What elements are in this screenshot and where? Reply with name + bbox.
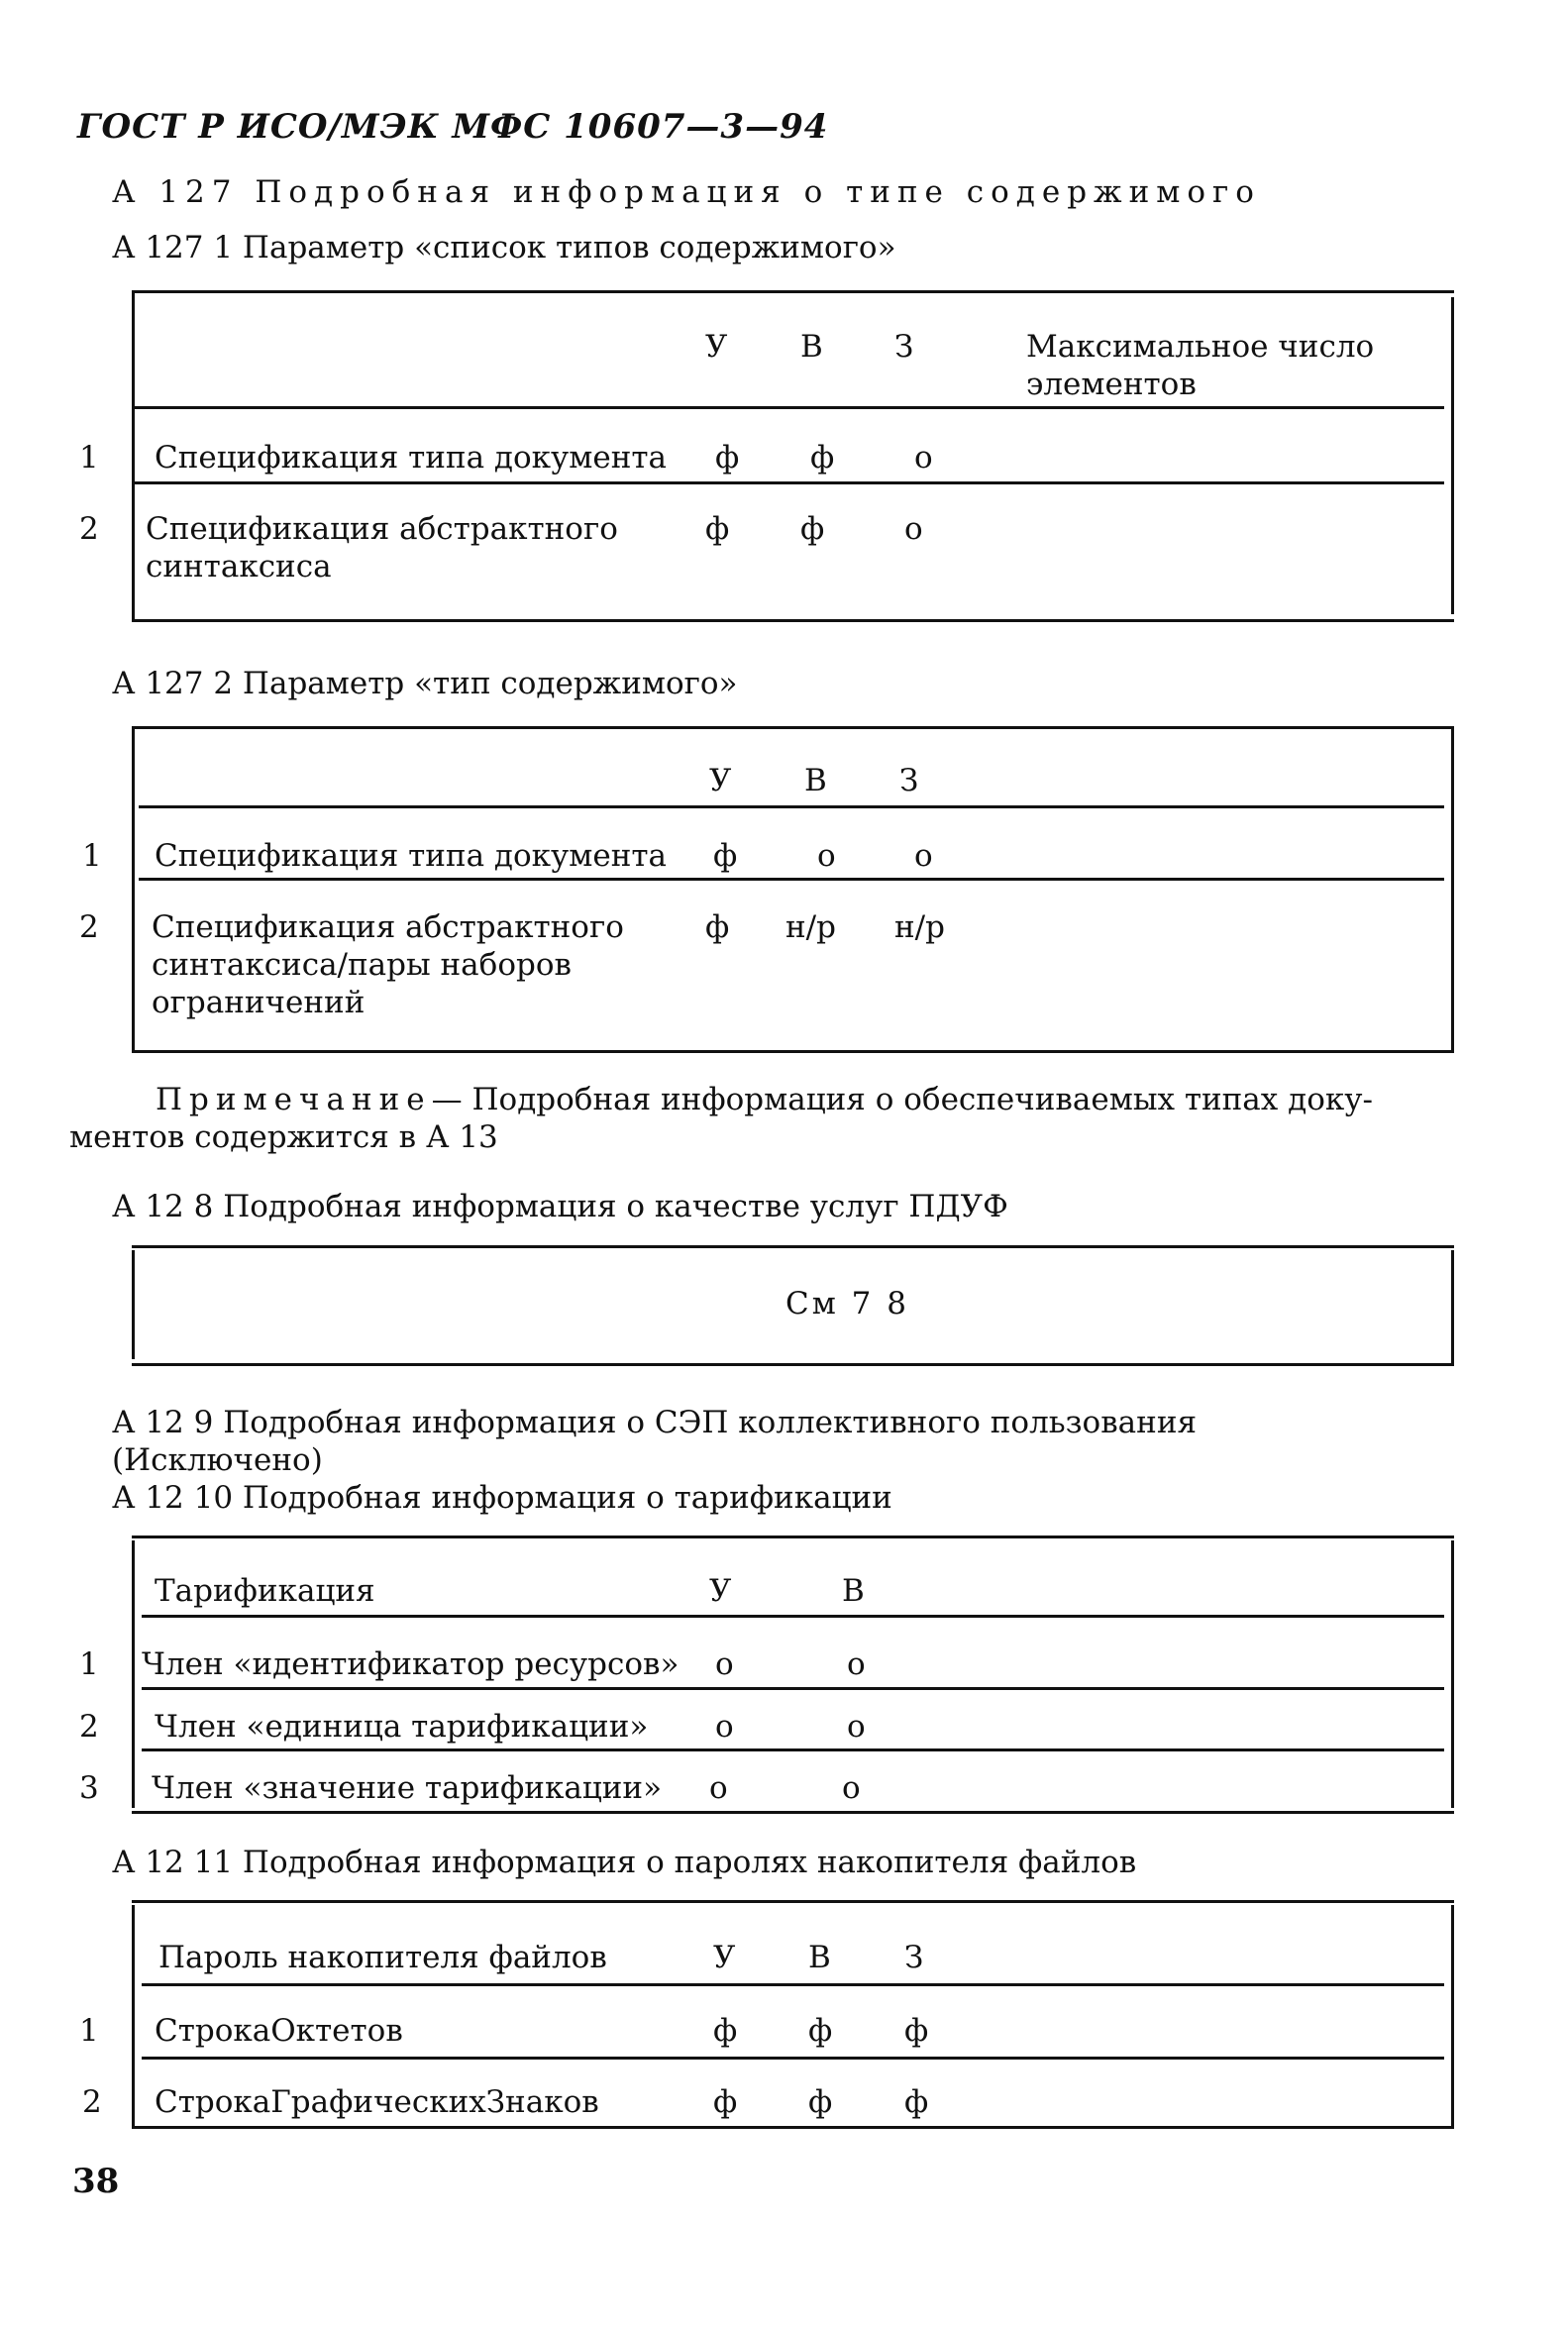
column-header-max-elements-line2: элементов [1026, 367, 1197, 402]
table-cell-v: ф [800, 511, 825, 547]
table-cell-v: н/р [785, 909, 836, 945]
table-row-label-line2: синтаксиса [146, 549, 332, 584]
table-row-rule [142, 2057, 1444, 2060]
column-header-z: З [904, 1940, 924, 1975]
table-bottom-border [132, 2126, 1454, 2129]
table-row-label: Член «значение тарификации» [152, 1770, 663, 1806]
table-header-rule [142, 1615, 1444, 1618]
table-cell-z: о [914, 440, 933, 476]
table-cell-u: о [715, 1709, 734, 1745]
section-title-a1210: А 12 10 Подробная информация о тарификации [112, 1480, 892, 1516]
table-cell-v: ф [810, 440, 835, 476]
note-text: — Подробная информация о обеспечиваемых типах доку- [431, 1082, 1373, 1117]
column-header-u: У [709, 1573, 732, 1609]
subsection-title-a1271: А 127 1 Параметр «список типов содержимого» [112, 230, 896, 265]
table-cell-u: ф [713, 2013, 738, 2049]
table-row-rule [142, 1748, 1444, 1751]
excluded-note: (Исключено) [112, 1442, 323, 1478]
table-bottom-border [132, 619, 1454, 622]
column-header-u: У [713, 1940, 736, 1975]
table-left-border [132, 290, 135, 622]
table-header-rule [142, 1983, 1444, 1986]
table-cell-z: ф [904, 2084, 929, 2120]
column-header-v: В [808, 1940, 831, 1975]
table-top-border [132, 1536, 1454, 1538]
row-number: 2 [82, 2084, 102, 2120]
table-cell-v: ф [808, 2084, 833, 2120]
table-cell-u: ф [713, 838, 738, 874]
table-right-border [1451, 1540, 1454, 1808]
row-number: 2 [79, 1709, 99, 1745]
column-header-u: У [709, 763, 732, 798]
table-cell-z: ф [904, 2013, 929, 2049]
row-number: 1 [79, 440, 99, 476]
see-reference-text: См 7 8 [785, 1286, 909, 1322]
row-number: 1 [79, 2013, 99, 2049]
table-cell-z: о [904, 511, 923, 547]
table-row-label-line2: синтаксиса/пары наборов [152, 947, 572, 983]
page-number: 38 [72, 2162, 120, 2201]
section-title-a129: А 12 9 Подробная информация о СЭП коллективного пользования [112, 1405, 1198, 1440]
table-cell-v: ф [808, 2013, 833, 2049]
section-title-a127: А 127 Подробная информация о типе содержимого [112, 174, 1261, 210]
table-row-label: Член «единица тарификации» [155, 1709, 649, 1745]
column-header-v: В [842, 1573, 865, 1609]
subsection-title-a1272: А 127 2 Параметр «тип содержимого» [112, 666, 738, 701]
note-label: Примечание [156, 1082, 432, 1117]
column-header-filestore-password: Пароль накопителя файлов [158, 1940, 607, 1975]
table-row-label: Спецификация типа документа [155, 440, 668, 476]
row-number: 2 [79, 511, 99, 547]
table-cell-v: о [817, 838, 836, 874]
column-header-v: В [800, 329, 823, 365]
table-row-rule [135, 481, 1444, 484]
table-right-border [1451, 297, 1454, 614]
table-row-label: СтрокаГрафическихЗнаков [155, 2084, 599, 2120]
column-header-v: В [804, 763, 827, 798]
table-right-border [1451, 726, 1454, 1053]
table-cell-z: о [914, 838, 933, 874]
table-row-rule [142, 1687, 1444, 1690]
table-cell-v: о [847, 1709, 866, 1745]
table-cell-v: о [842, 1770, 861, 1806]
table-left-border [132, 1540, 135, 1808]
column-header-accounting: Тарификация [155, 1573, 375, 1609]
row-number: 1 [82, 838, 102, 874]
table-bottom-border [132, 1050, 1454, 1053]
table-cell-z: н/р [894, 909, 945, 945]
column-header-max-elements: Максимальное число [1026, 329, 1375, 365]
table-row-label: Спецификация типа документа [155, 838, 668, 874]
table-row-label: Спецификация абстрактного [152, 909, 624, 945]
column-header-u: У [705, 329, 728, 365]
table-cell-v: о [847, 1646, 866, 1682]
table-header-rule [135, 406, 1444, 409]
table-top-border [132, 726, 1454, 729]
row-number: 3 [79, 1770, 99, 1806]
table-cell-u: ф [705, 511, 730, 547]
table-left-border [132, 726, 135, 1053]
table-top-border [132, 1245, 1454, 1248]
table-cell-u: ф [713, 2084, 738, 2120]
row-number: 1 [79, 1646, 99, 1682]
note-line-1 [156, 1082, 1373, 1117]
document-header: ГОСТ Р ИСО/МЭК МФС 10607—3—94 [77, 107, 829, 147]
table-row-rule [139, 878, 1444, 881]
table-bottom-border [132, 1363, 1454, 1366]
section-title-a1211: А 12 11 Подробная информация о паролях накопителя файлов [112, 1845, 1137, 1880]
section-title-a128: А 12 8 Подробная информация о качестве услуг ПДУФ [112, 1189, 1008, 1224]
table-left-border [132, 1250, 135, 1359]
column-header-z: З [894, 329, 914, 365]
table-cell-u: ф [715, 440, 740, 476]
table-row-label: Член «идентификатор ресурсов» [142, 1646, 679, 1682]
table-row-label: СтрокаОктетов [155, 2013, 403, 2049]
table-cell-u: о [709, 1770, 728, 1806]
table-bottom-border [132, 1811, 1454, 1814]
table-top-border [132, 1900, 1454, 1903]
table-left-border [132, 1905, 135, 2128]
table-row-label: Спецификация абстрактного [146, 511, 618, 547]
table-header-rule [139, 805, 1444, 808]
table-right-border [1451, 1250, 1454, 1364]
note-line-2: ментов содержится в А 13 [69, 1119, 498, 1155]
table-cell-u: о [715, 1646, 734, 1682]
table-right-border [1451, 1905, 1454, 2128]
table-row-label-line3: ограничений [152, 985, 366, 1020]
table-top-border [132, 290, 1454, 293]
column-header-z: З [899, 763, 919, 798]
table-cell-u: ф [705, 909, 730, 945]
row-number: 2 [79, 909, 99, 945]
